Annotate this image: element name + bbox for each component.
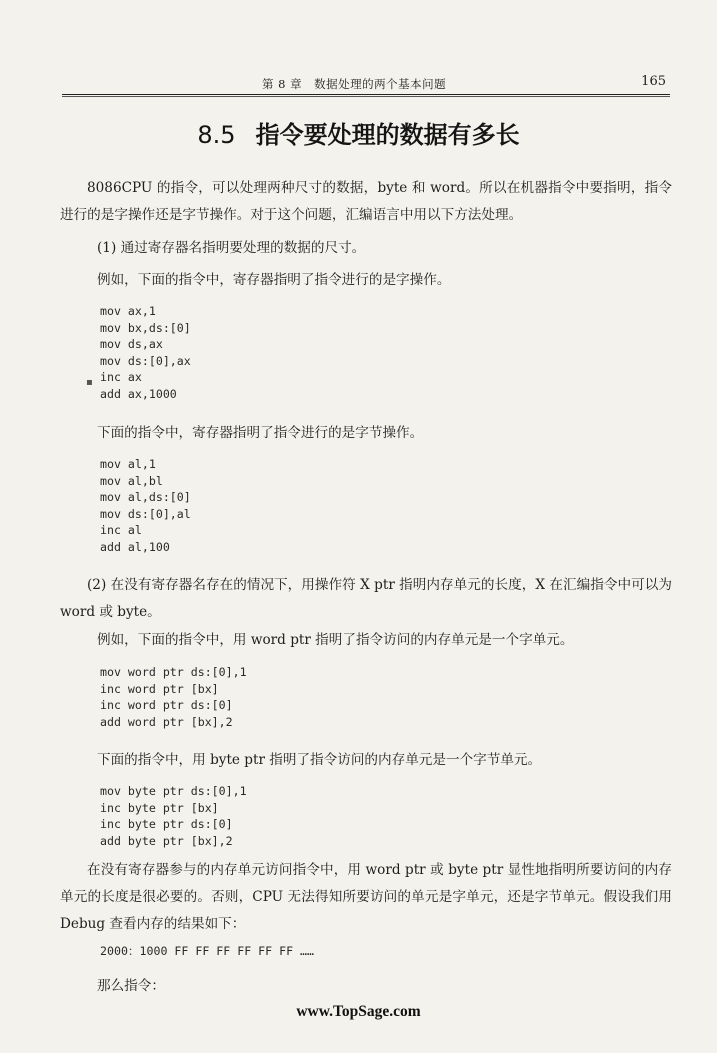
code-block-3	[100, 664, 247, 730]
code-line: inc byte ptr ds:[0]	[100, 817, 233, 832]
memory-dump: 2000：1000 FF FF FF FF FF FF ……	[100, 944, 315, 958]
code-line: inc ax	[100, 370, 142, 385]
code-block-1	[100, 303, 191, 403]
code-line: inc al	[100, 523, 142, 538]
code-line: add al,100	[100, 539, 170, 554]
explain-paragraph: 在没有寄存器参与的内存单元访问指令中，用 word ptr 或 byte ptr 显性地指明所要访问的内存单元的长度是很必要的。否则，CPU 无法得知所要访问的单元是字单元，还是字节单元。假设我们用 Debug 查看内存的结果如下：	[60, 862, 672, 932]
code-line: mov al,ds:[0]	[100, 490, 191, 505]
chapter-heading: 第 8 章 数据处理的两个基本问题	[262, 77, 447, 91]
header-rule	[62, 96, 670, 97]
example-2-intro: 下面的指令中，寄存器指明了指令进行的是字节操作。	[97, 425, 424, 441]
code-line: mov bx,ds:[0]	[100, 320, 191, 335]
intro-paragraph: 8086CPU 的指令，可以处理两种尺寸的数据，byte 和 word。所以在机器指令中要指明，指令进行的是字操作还是字节操作。对于这个问题，汇编语言中用以下方法处理。	[60, 180, 672, 223]
code-line: mov ax,1	[100, 304, 156, 318]
code-line: mov byte ptr ds:[0],1	[100, 784, 247, 798]
code-line: add byte ptr [bx],2	[100, 833, 233, 848]
code-line: add word ptr [bx],2	[100, 714, 233, 729]
code-line: inc word ptr [bx]	[100, 681, 219, 696]
then-text: 那么指令：	[97, 978, 165, 994]
code-line: inc word ptr ds:[0]	[100, 698, 233, 713]
margin-mark: ▪	[86, 377, 93, 388]
code-line: mov word ptr ds:[0],1	[100, 665, 247, 679]
code-line: mov al,bl	[100, 473, 163, 488]
section-title-text: 指令要处理的数据有多长	[255, 121, 520, 149]
code-line: inc byte ptr [bx]	[100, 800, 219, 815]
page-number: 165	[641, 74, 666, 89]
example-1-intro: 例如，下面的指令中，寄存器指明了指令进行的是字操作。	[97, 272, 451, 288]
example-4-intro: 下面的指令中，用 byte ptr 指明了指令访问的内存单元是一个字节单元。	[97, 752, 542, 768]
code-line: mov ds:[0],ax	[100, 353, 191, 368]
running-header	[62, 74, 670, 95]
example-3-intro: 例如，下面的指令中，用 word ptr 指明了指令访问的内存单元是一个字单元。	[97, 632, 574, 648]
code-block-2	[100, 456, 191, 556]
code-line: mov ds:[0],al	[100, 506, 191, 521]
section-number: 8.5	[197, 121, 236, 149]
footer-url: www.TopSage.com	[296, 1003, 421, 1020]
code-line: add ax,1000	[100, 386, 177, 401]
code-line: mov al,1	[100, 457, 156, 471]
point-1: (1) 通过寄存器名指明要处理的数据的尺寸。	[97, 240, 366, 256]
point-2: (2) 在没有寄存器名存在的情况下，用操作符 X ptr 指明内存单元的长度，X 在汇编指令中可以为 word 或 byte。	[60, 577, 672, 620]
section-title	[0, 115, 717, 150]
code-block-4	[100, 783, 247, 849]
code-line: mov ds,ax	[100, 337, 163, 352]
